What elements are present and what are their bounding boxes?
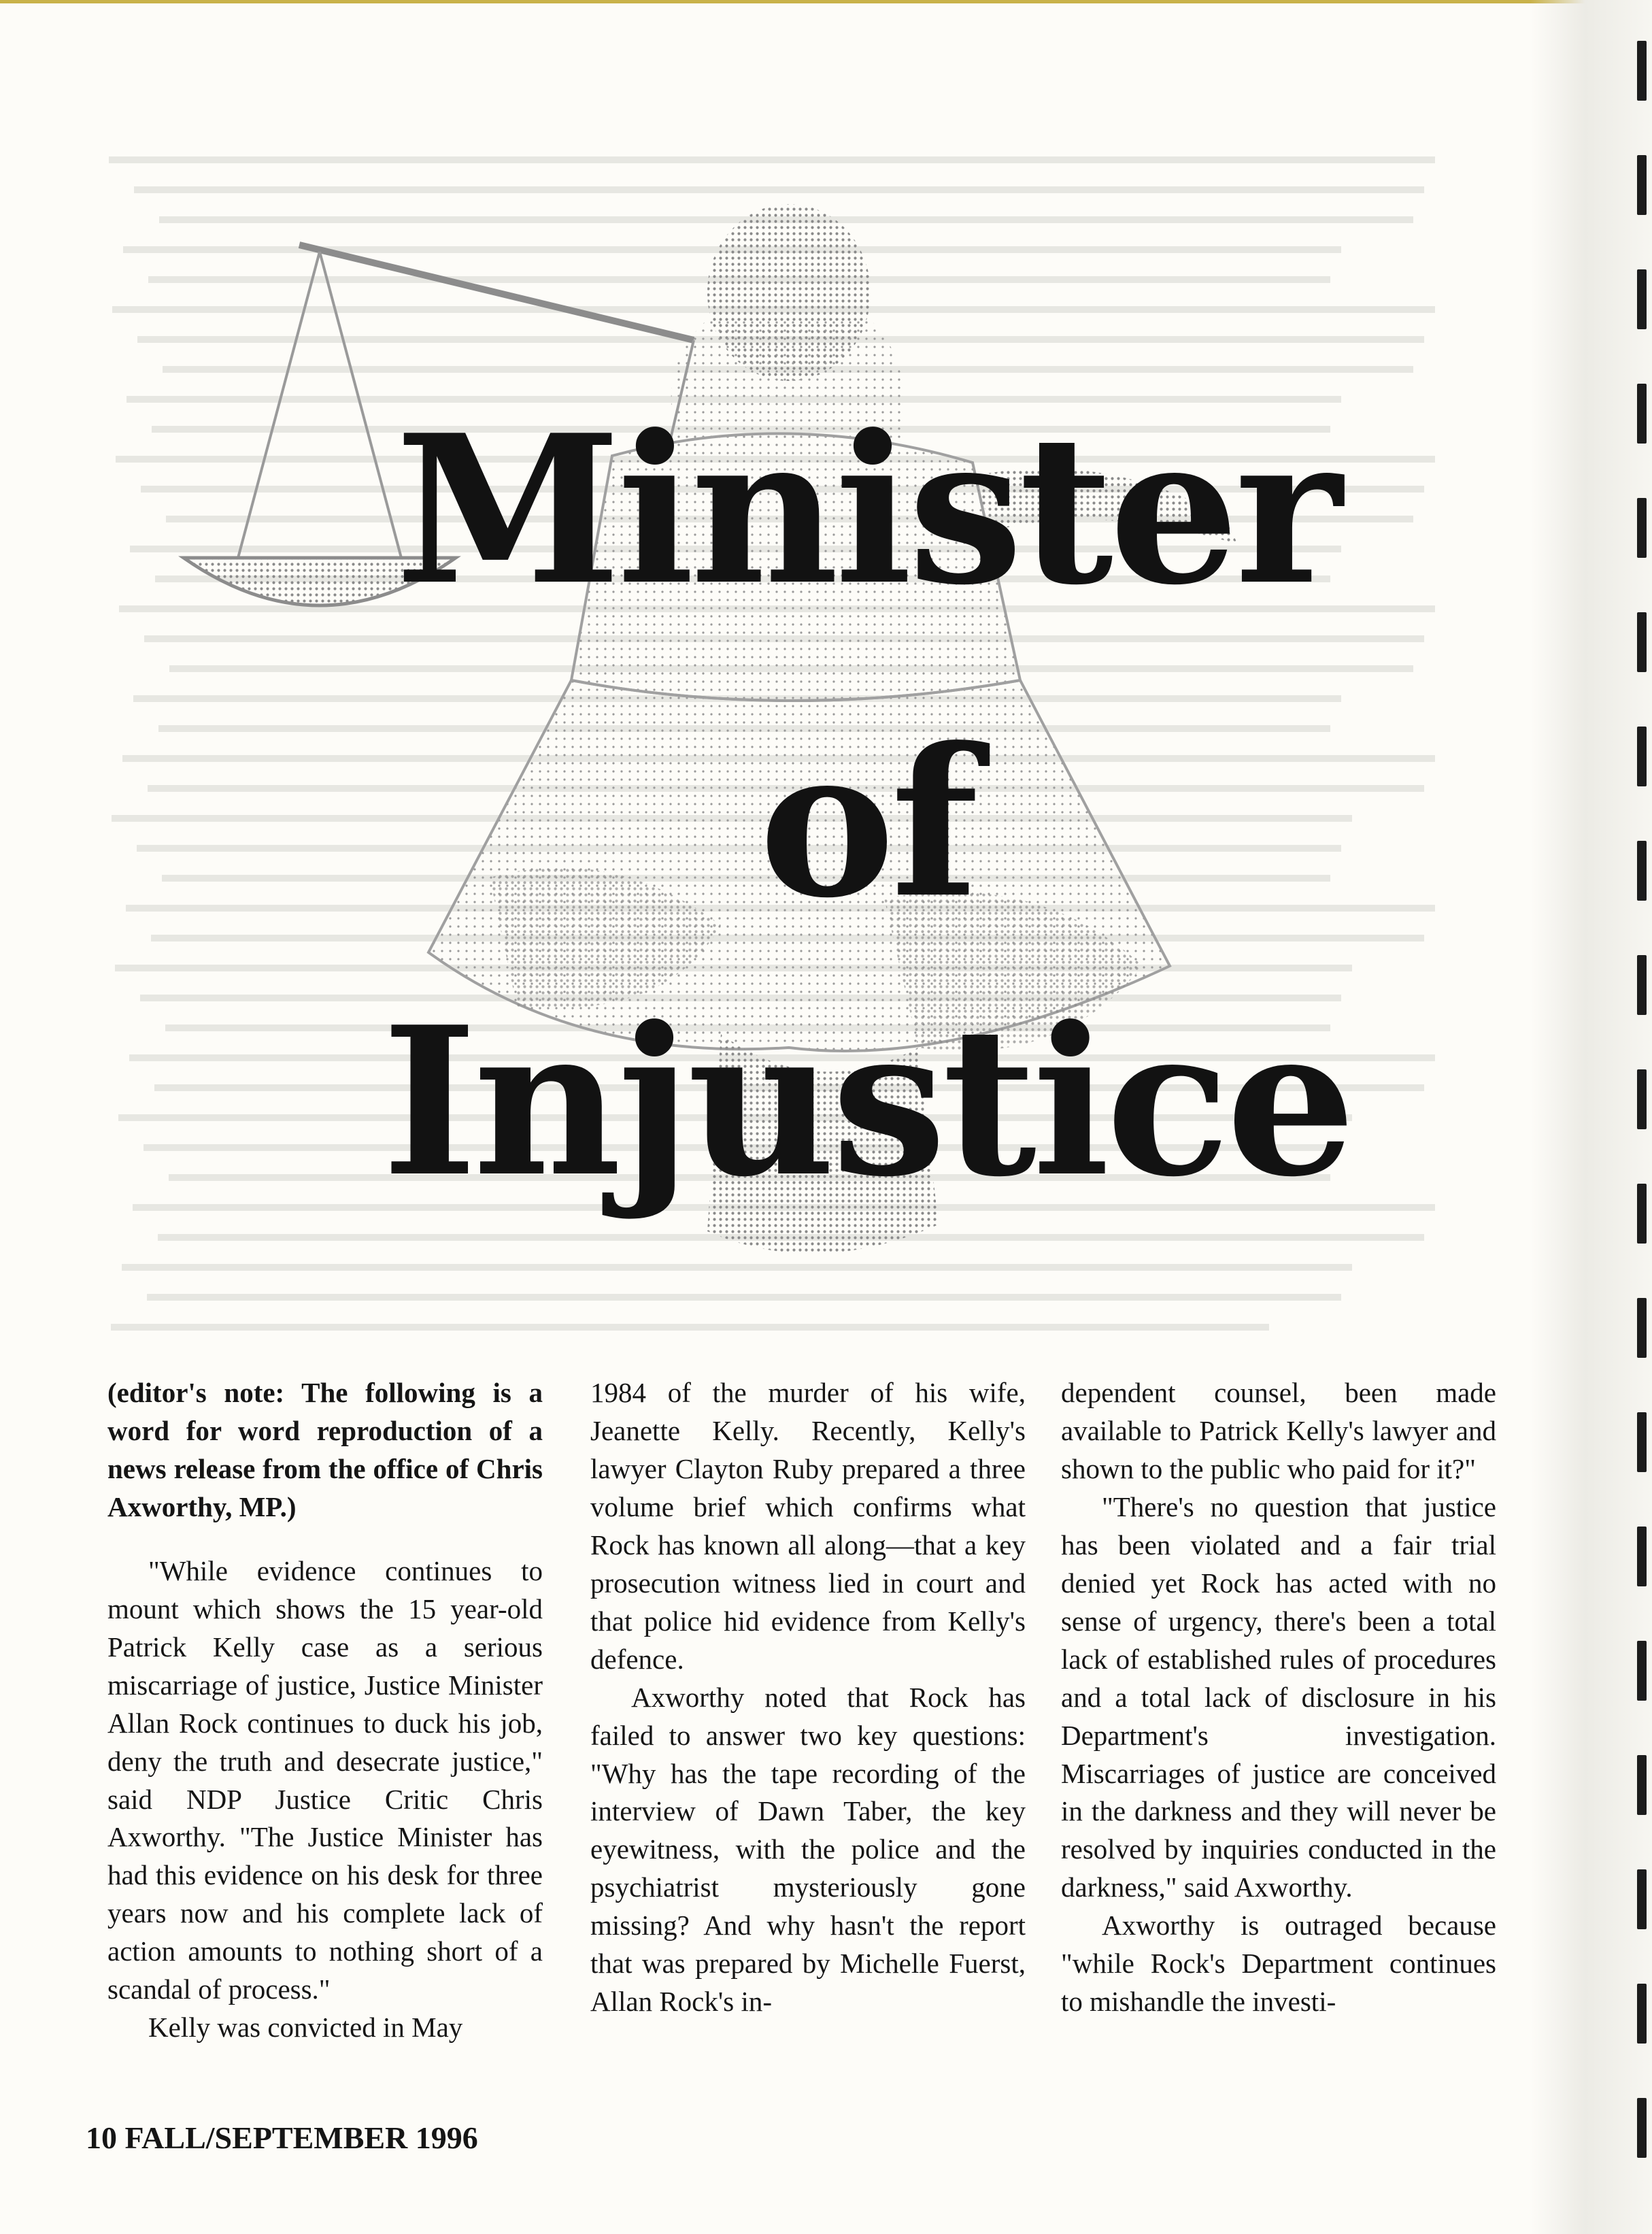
article-paragraph: dependent counsel, been made available to Patrick Kelly's lawyer and shown to the public who paid for it?": [1061, 1377, 1496, 1484]
binding-hole: [1637, 841, 1647, 901]
binding-hole: [1637, 1641, 1647, 1701]
binding-hole: [1637, 955, 1647, 1015]
article-paragraph: Kelly was convicted in May: [148, 2012, 463, 2044]
article-column-3: [1061, 1374, 1496, 2021]
binding-hole: [1637, 1755, 1647, 1815]
article-paragraph: Axworthy is outraged because "while Rock's Department continues to mishandle the investi-: [1061, 1910, 1496, 2018]
article-column-2: [590, 1374, 1026, 2021]
binding-hole: [1637, 1869, 1647, 1929]
binding-hole: [1637, 612, 1647, 672]
page-footer: 10 FALL/SEPTEMBER 1996: [86, 2120, 478, 2155]
article-paragraph: Axworthy noted that Rock has failed to answer two key questions: "Why has the tape recording of the interview of Dawn Taber, the key eyewitness, with the police and the psychiatrist mysteriously gone missing? And why hasn't the report that was prepared by Michelle Fuerst, Allan Rock's in-: [590, 1681, 1026, 2018]
binding-hole: [1637, 1184, 1647, 1244]
binding-hole: [1637, 2098, 1647, 2158]
headline-line-1: Minister: [395, 390, 1338, 630]
binding-hole: [1637, 1527, 1647, 1586]
article-paragraph: "While evidence continues to mount which shows the 15 year-old Patrick Kelly case as a serious miscarriage of justice, Justice Minister Allan Rock continues to duck his job, deny the truth and desecrate justice," said NDP Justice Critic Chris Axworthy. "The Justice Minister has had this evidence on his desk for three years now and his complete lack of action amounts to nothing short of a scandal of process.": [107, 1554, 543, 2005]
editors-note: (editor's note: The following is a word for word reproduction of a news release from the office of Chris Axworthy, MP.): [107, 1377, 543, 1522]
binding-hole: [1637, 1298, 1647, 1358]
binding-hole: [1637, 1984, 1647, 2044]
article-paragraph: "There's no question that justice has been violated and a fair trial denied yet Rock has acted with no sense of urgency, there's been a total lack of established rules of procedures and a total lack of disclosure in his Department's investigation. Miscarriages of justice are conceived in the darkness and they will never be resolved by inquiries conducted in the darkness," said Axworthy.: [1061, 1490, 1496, 1903]
article-column-1: [107, 1374, 543, 2047]
binding-hole: [1637, 155, 1647, 215]
headline-line-3: Injustice: [382, 982, 1352, 1222]
article-paragraph: 1984 of the murder of his wife, Jeanette Kelly. Recently, Kelly's lawyer Clayton Ruby prepared a three volume brief which confirms what Rock has known all along—that a key prosecution witness lied in court and that police hid evidence from Kelly's defence.: [590, 1377, 1026, 1675]
spiral-binding: [1634, 41, 1652, 2234]
binding-hole: [1637, 1412, 1647, 1472]
binding-hole: [1637, 498, 1647, 558]
binding-hole: [1637, 269, 1647, 329]
binding-hole: [1637, 1069, 1647, 1129]
binding-hole: [1637, 727, 1647, 786]
binding-hole: [1637, 41, 1647, 101]
binding-hole: [1637, 384, 1647, 444]
headline-line-2: of: [758, 703, 975, 943]
